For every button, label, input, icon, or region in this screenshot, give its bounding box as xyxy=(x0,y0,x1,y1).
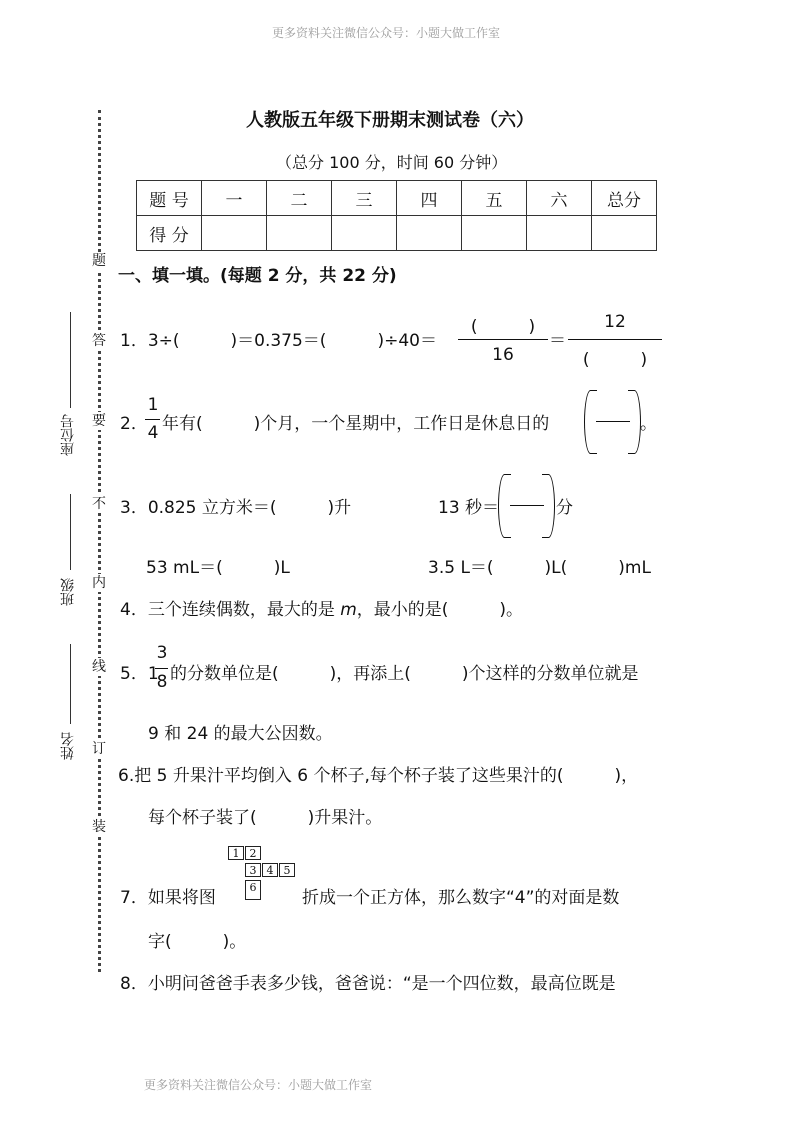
q1-fraction1-denominator: 16 xyxy=(492,345,514,365)
net-cell-3: 3 xyxy=(245,863,261,877)
q1-fraction1-bar xyxy=(458,339,548,340)
q1-equals: ＝ xyxy=(549,331,566,351)
table-cell: 一 xyxy=(202,181,267,216)
question-7-line1-a: 7．如果将图 xyxy=(120,888,216,908)
table-cell: 得 分 xyxy=(137,216,202,251)
q3-answer-blank-bar[interactable] xyxy=(510,505,544,506)
watermark-bottom: 更多资料关注微信公众号：小题大做工作室 xyxy=(144,1078,373,1092)
question-7-line2: 字( )。 xyxy=(148,932,247,952)
question-3-line1-a: 3．0.825 立方米＝( )升 xyxy=(120,498,352,518)
class-label: 班级 xyxy=(60,578,76,606)
q2-fraction-bar xyxy=(145,419,160,420)
page-title: 人教版五年级下册期末测试卷（六） xyxy=(246,110,534,131)
binding-dotted-line xyxy=(98,110,101,972)
class-line xyxy=(70,494,71,570)
seat-number-line xyxy=(70,312,71,408)
score-cell[interactable] xyxy=(332,216,397,251)
q3-answer-paren-left xyxy=(498,474,511,538)
net-cell-5: 5 xyxy=(279,863,295,877)
page-subtitle: （总分 100 分，时间 60 分钟） xyxy=(276,153,508,172)
question-5-line2: 9 和 24 的最大公因数。 xyxy=(148,724,333,744)
q2-answer-paren-left xyxy=(584,390,597,454)
q5-fraction-bar xyxy=(155,668,168,669)
table-cell: 五 xyxy=(462,181,527,216)
question-6-line2: 每个杯子装了( )升果汁。 xyxy=(148,808,383,828)
q1-fraction2-denominator: ( ) xyxy=(582,350,648,370)
binding-char: 题 xyxy=(92,253,106,269)
q1-fraction2-bar xyxy=(568,339,662,340)
q2-fraction-denominator: 4 xyxy=(147,423,159,443)
score-cell[interactable] xyxy=(397,216,462,251)
q2-answer-blank-bar[interactable] xyxy=(596,421,630,422)
table-cell: 总分 xyxy=(592,181,657,216)
score-cell[interactable] xyxy=(202,216,267,251)
score-cell[interactable] xyxy=(462,216,527,251)
binding-char: 装 xyxy=(92,819,106,835)
table-cell: 二 xyxy=(267,181,332,216)
question-5-line1: 的分数单位是( )，再添上( )个这样的分数单位就是 xyxy=(170,664,639,684)
binding-char: 线 xyxy=(92,659,106,675)
question-3-line2-b: 3.5 L＝( )L( )mL xyxy=(428,558,651,578)
score-cell[interactable] xyxy=(267,216,332,251)
net-cell-1: 1 xyxy=(228,846,244,860)
table-cell: 题 号 xyxy=(137,181,202,216)
q4-variable: m xyxy=(340,600,357,620)
question-2-end: 。 xyxy=(640,414,657,434)
question-3-line2-a: 53 mL＝( )L xyxy=(146,558,290,578)
q3-answer-paren-right xyxy=(542,474,555,538)
question-3-line1-b: 13 秒＝ xyxy=(438,498,500,518)
watermark-top: 更多资料关注微信公众号：小题大做工作室 xyxy=(272,26,501,40)
question-2-prefix: 2． xyxy=(120,414,148,434)
question-7-line1-b: 折成一个正方体，那么数字“4”的对面是数 xyxy=(302,888,620,908)
question-8-line1: 8．小明问爸爸手表多少钱，爸爸说：“是一个四位数，最高位既是 xyxy=(120,974,616,994)
question-1-text: 1．3÷( )＝0.375＝( )÷40＝ xyxy=(120,331,437,351)
q5-fraction-denominator: 8 xyxy=(156,672,168,692)
binding-char: 订 xyxy=(92,741,106,757)
table-cell: 三 xyxy=(332,181,397,216)
table-cell: 四 xyxy=(397,181,462,216)
binding-char: 内 xyxy=(92,575,106,591)
question-3-line1-end: 分 xyxy=(556,498,573,518)
question-5-prefix: 5．1 xyxy=(120,664,159,684)
q5-fraction-numerator: 3 xyxy=(156,643,168,663)
name-label: 姓名 xyxy=(60,732,76,760)
q4-text-a: 4．三个连续偶数，最大的是 xyxy=(120,600,341,620)
net-cell-2: 2 xyxy=(245,846,261,860)
score-table xyxy=(136,180,657,251)
net-cell-4: 4 xyxy=(262,863,278,877)
binding-char: 答 xyxy=(92,333,106,349)
score-cell[interactable] xyxy=(592,216,657,251)
q1-fraction2-numerator: 12 xyxy=(604,312,626,332)
question-2-text: 年有( )个月，一个星期中，工作日是休息日的 xyxy=(162,414,550,434)
score-table-header-row xyxy=(137,181,657,216)
score-cell[interactable] xyxy=(527,216,592,251)
q2-fraction-numerator: 1 xyxy=(147,395,159,415)
seat-number-label: 座位号 xyxy=(60,414,76,456)
section-heading: 一、填一填。(每题 2 分，共 22 分) xyxy=(118,266,397,286)
question-6-line1: 6.把 5 升果汁平均倒入 6 个杯子,每个杯子装了这些果汁的( )， xyxy=(118,766,639,786)
name-line xyxy=(70,644,71,724)
binding-char: 不 xyxy=(92,496,106,512)
score-table-score-row xyxy=(137,216,657,251)
question-4-text xyxy=(120,600,523,620)
q4-text-b: ，最小的是( )。 xyxy=(356,600,524,620)
binding-char: 要 xyxy=(92,413,106,429)
q1-fraction1-numerator: ( ) xyxy=(470,317,536,337)
net-cell-6: 6 xyxy=(245,880,261,900)
table-cell: 六 xyxy=(527,181,592,216)
